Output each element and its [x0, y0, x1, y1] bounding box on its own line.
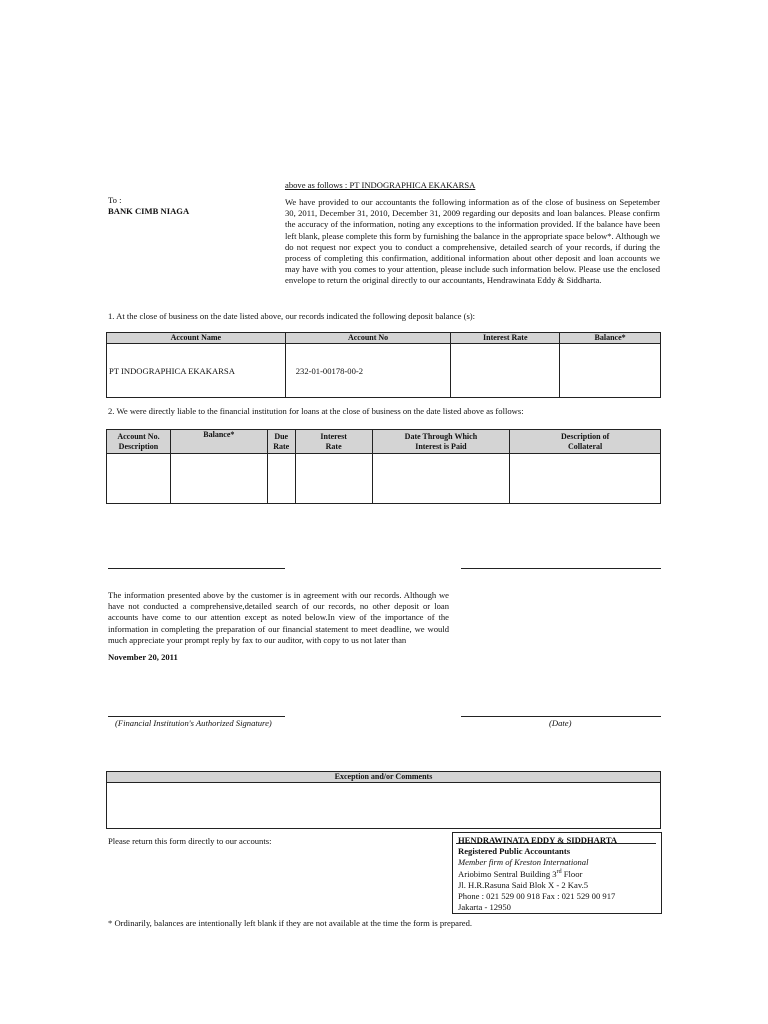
deposit-header-balance: Balance* — [560, 333, 661, 344]
firm-street: Jl. H.R.Rasuna Said Blok X - 2 Kav.5 — [458, 880, 589, 891]
firm-title: Registered Public Accountants — [458, 845, 571, 856]
loan-header-collateral: Description of Collateral — [510, 430, 661, 454]
deposit-account-no: 232-01-00178-00-2 — [285, 344, 451, 398]
addressee — [108, 195, 268, 217]
signature-line-upper-left — [108, 568, 285, 569]
date-label: (Date) — [549, 718, 572, 728]
agreement-paragraph: The information presented above by the customer is in agreement with our records. Although we have not conducted a comprehensive,detailed search of our records, no other deposit or loan accounts have come to our attention except as noted below.In view of the importance of the information in completing the preparation of our financial statement to meet deadline, we would much appreciate your prompt reply by fax to our auditor, with copy to us not later than — [108, 590, 449, 645]
above-as-follows-text: above as follows : PT INDOGRAPHICA EKAKARSA — [285, 180, 476, 190]
firm-name: HENDRAWINATA EDDY & SIDDHARTA — [458, 835, 618, 845]
deposit-balance — [560, 344, 661, 398]
loan-header-date-through: Date Through Which Interest is Paid — [372, 430, 510, 454]
exceptions-header: Exception and/or Comments — [107, 772, 661, 783]
firm-phone: Phone : 021 529 00 918 Fax : 021 529 00 917 — [458, 890, 616, 901]
deposit-header-account-no: Account No — [285, 333, 451, 344]
loan-header-balance: Balance* — [170, 430, 267, 454]
loan-header-interest-rate: Interest Rate — [295, 430, 372, 454]
firm-city: Jakarta - 12950 — [458, 901, 511, 912]
to-label: To : — [108, 195, 122, 205]
section2-text: 2. We were directly liable to the financial institution for loans at the close of business on the date listed above as follows: — [108, 406, 524, 416]
deadline-date: November 20, 2011 — [108, 652, 178, 662]
exceptions-comment-area — [107, 783, 661, 829]
loan-header-account-description: Account No. Description — [107, 430, 171, 454]
section1-text: 1. At the close of business on the date listed above, our records indicated the following deposit balance (s): — [108, 311, 476, 321]
signature-line-lower-right — [461, 716, 661, 717]
deposit-interest-rate — [451, 344, 560, 398]
bank-name: BANK CIMB NIAGA — [108, 206, 190, 216]
deposit-header-interest-rate: Interest Rate — [451, 333, 560, 344]
firm-building: Ariobimo Sentral Building 3rd Floor — [458, 869, 583, 880]
confirmation-subject — [285, 180, 485, 191]
deposit-account-name: PT INDOGRAPHICA EKAKARSA — [107, 344, 286, 398]
table-row — [107, 344, 661, 398]
deposit-header-account-name: Account Name — [107, 333, 286, 344]
loan-table — [106, 429, 661, 504]
signature-line-lower-left — [108, 716, 285, 717]
deposit-table — [106, 332, 661, 398]
signature-line-upper-right — [461, 568, 661, 569]
loan-header-due-rate: Due Rate — [267, 430, 295, 454]
intro-paragraph: We have provided to our accountants the following information as of the close of business on Sepetember 30, 2011, December 31, 2010, December 31, 2009 regarding our deposits and loan balances. Please confirm the accuracy of the information, noting any exceptions to the information provided. If the balance have been left blank, please complete this form by furnishing the balance in the appropriate space below*. Although we do not request nor expect you to conduct a comprehensive, detailed search of your records, if during the process of completing this confirmation, additional information about other deposit and loan accounts we may have with you comes to your attention, please include such information below. Please use the enclosed envelope to return the original directly to our accountants, Hendrawinata Eddy & Siddharta. — [285, 197, 660, 286]
footnote: * Ordinarily, balances are intentionally left blank if they are not available at the time the form is prepared. — [108, 918, 473, 928]
exceptions-table — [106, 771, 661, 829]
firm-member: Member firm of Kreston International — [458, 856, 589, 867]
signature-label: (Financial Institution's Authorized Signature) — [115, 718, 272, 728]
table-row — [107, 454, 661, 504]
return-instruction: Please return this form directly to our accounts: — [108, 836, 272, 846]
accountant-address-box — [452, 832, 662, 914]
